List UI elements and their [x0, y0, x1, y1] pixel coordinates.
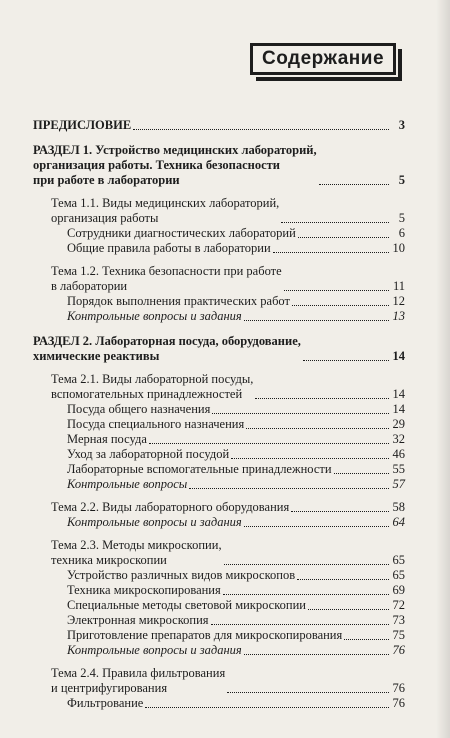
toc-entry-label: Тема 1.1. Виды медицинских лабораторий, организация работы [51, 196, 280, 225]
toc-entry-label: Тема 1.2. Техника безопасности при работе в лаборатории [51, 264, 282, 293]
spacer [33, 256, 405, 264]
toc-page-number: 76 [392, 681, 405, 695]
dot-leader [255, 398, 389, 399]
toc-page-number: 6 [398, 226, 405, 240]
toc-entry-label: Техника микроскопирования [67, 583, 221, 597]
toc-page-number: 64 [392, 515, 405, 529]
toc-entry-label: Фильтрование [67, 696, 144, 710]
toc-subtopic-entry [33, 417, 405, 432]
dot-leader [334, 473, 389, 474]
toc-entry-label: Тема 2.3. Методы микроскопии, техника микроскопии [51, 538, 222, 567]
spacer [33, 492, 405, 500]
toc-page-number: 69 [392, 583, 405, 597]
dot-leader [303, 360, 389, 361]
toc-topic-entry [33, 666, 405, 696]
toc-page-number: 55 [392, 462, 405, 476]
toc-page-number: 10 [392, 241, 405, 255]
toc-subtopic-entry [33, 568, 405, 583]
table-of-contents [33, 118, 405, 711]
toc-entry-label: Порядок выполнения практических работ [67, 294, 290, 308]
toc-entry-label: Сотрудники диагностических лабораторий [67, 226, 296, 240]
toc-entry-label: Общие правила работы в лаборатории [67, 241, 271, 255]
toc-subtopic-entry [33, 402, 405, 417]
dot-leader [273, 252, 389, 253]
dot-leader [227, 692, 389, 693]
toc-entry-label: Приготовление препаратов для микроскопирования [67, 628, 343, 642]
toc-page-number: 3 [398, 118, 405, 132]
toc-entry-label: Мерная посуда [67, 432, 147, 446]
toc-entry-label: Контрольные вопросы [67, 477, 188, 491]
toc-subtopic-entry [33, 628, 405, 643]
dot-leader [298, 237, 389, 238]
toc-entry-label: Уход за лабораторной посудой [67, 447, 230, 461]
toc-page-number: 75 [392, 628, 405, 642]
toc-entry-label: Посуда специального назначения [67, 417, 245, 431]
toc-entry-label: Посуда общего назначения [67, 402, 211, 416]
toc-page-number: 14 [392, 349, 405, 363]
toc-page-number: 46 [392, 447, 405, 461]
toc-subtopic-entry [33, 226, 405, 241]
toc-section-entry [33, 143, 405, 188]
dot-leader [223, 594, 389, 595]
spacer [33, 364, 405, 372]
toc-entry-label: Контрольные вопросы и задания [67, 643, 242, 657]
toc-page-number: 14 [392, 387, 405, 401]
toc-entry-label: Тема 2.2. Виды лабораторного оборудования [51, 500, 290, 514]
toc-page-number: 65 [392, 553, 405, 567]
dot-leader [244, 526, 389, 527]
dot-leader [231, 458, 389, 459]
toc-topic-entry [33, 264, 405, 294]
toc-section-entry [33, 118, 405, 133]
toc-subtopic-entry [33, 643, 405, 658]
dot-leader [344, 639, 389, 640]
dot-leader [297, 579, 389, 580]
toc-topic-entry [33, 196, 405, 226]
toc-page-number: 13 [392, 309, 405, 323]
dot-leader [292, 305, 389, 306]
dot-leader [244, 654, 389, 655]
toc-page-number: 11 [392, 279, 405, 293]
toc-section-entry [33, 334, 405, 364]
dot-leader [246, 428, 389, 429]
toc-entry-label: Контрольные вопросы и задания [67, 309, 242, 323]
spacer [33, 658, 405, 666]
toc-subtopic-entry [33, 462, 405, 477]
toc-page-number: 72 [392, 598, 405, 612]
toc-subtopic-entry [33, 515, 405, 530]
toc-page-number: 65 [392, 568, 405, 582]
toc-subtopic-entry [33, 598, 405, 613]
toc-subtopic-entry [33, 309, 405, 324]
toc-page-number: 32 [392, 432, 405, 446]
dot-leader [189, 488, 389, 489]
dot-leader [319, 184, 389, 185]
toc-entry-label: Лабораторные вспомогательные принадлежности [67, 462, 332, 476]
toc-entry-label: ПРЕДИСЛОВИЕ [33, 118, 132, 132]
dot-leader [244, 320, 389, 321]
dot-leader [284, 290, 389, 291]
contents-heading: Содержание [250, 43, 396, 75]
toc-subtopic-entry [33, 583, 405, 598]
toc-page-number: 76 [392, 643, 405, 657]
toc-entry-label: Устройство различных видов микроскопов [67, 568, 296, 582]
dot-leader [133, 129, 389, 130]
dot-leader [149, 443, 389, 444]
dot-leader [145, 707, 389, 708]
toc-page-number: 12 [392, 294, 405, 308]
spacer [33, 324, 405, 334]
toc-page-number: 5 [398, 211, 405, 225]
toc-subtopic-entry [33, 477, 405, 492]
toc-topic-entry [33, 372, 405, 402]
dot-leader [224, 564, 389, 565]
toc-subtopic-entry [33, 447, 405, 462]
toc-page-number: 29 [392, 417, 405, 431]
toc-subtopic-entry [33, 613, 405, 628]
spacer [33, 188, 405, 196]
toc-entry-label: РАЗДЕЛ 2. Лабораторная посуда, оборудование, химические реактивы [33, 334, 301, 363]
toc-entry-label: РАЗДЕЛ 1. Устройство медицинских лабораторий, организация работы. Техника безопасности при работе в лаборатории [33, 143, 317, 187]
toc-entry-label: Тема 2.1. Виды лабораторной посуды, вспомогательных принадлежностей [51, 372, 254, 401]
toc-subtopic-entry [33, 696, 405, 711]
dot-leader [211, 624, 389, 625]
toc-page-number: 14 [392, 402, 405, 416]
toc-page-number: 76 [392, 696, 405, 710]
spacer [33, 530, 405, 538]
toc-subtopic-entry [33, 294, 405, 309]
toc-page-number: 57 [392, 477, 405, 491]
toc-entry-label: Электронная микроскопия [67, 613, 209, 627]
toc-entry-label: Специальные методы световой микроскопии [67, 598, 306, 612]
dot-leader [281, 222, 389, 223]
toc-topic-entry [33, 538, 405, 568]
toc-topic-entry [33, 500, 405, 515]
dot-leader [308, 609, 389, 610]
dot-leader [212, 413, 389, 414]
toc-entry-label: Тема 2.4. Правила фильтрования и центрифугирования [51, 666, 226, 695]
toc-page-number: 73 [392, 613, 405, 627]
toc-subtopic-entry [33, 432, 405, 447]
dot-leader [291, 511, 389, 512]
toc-page-number: 5 [398, 173, 405, 187]
toc-subtopic-entry [33, 241, 405, 256]
spacer [33, 133, 405, 143]
toc-entry-label: Контрольные вопросы и задания [67, 515, 242, 529]
toc-page-number: 58 [392, 500, 405, 514]
